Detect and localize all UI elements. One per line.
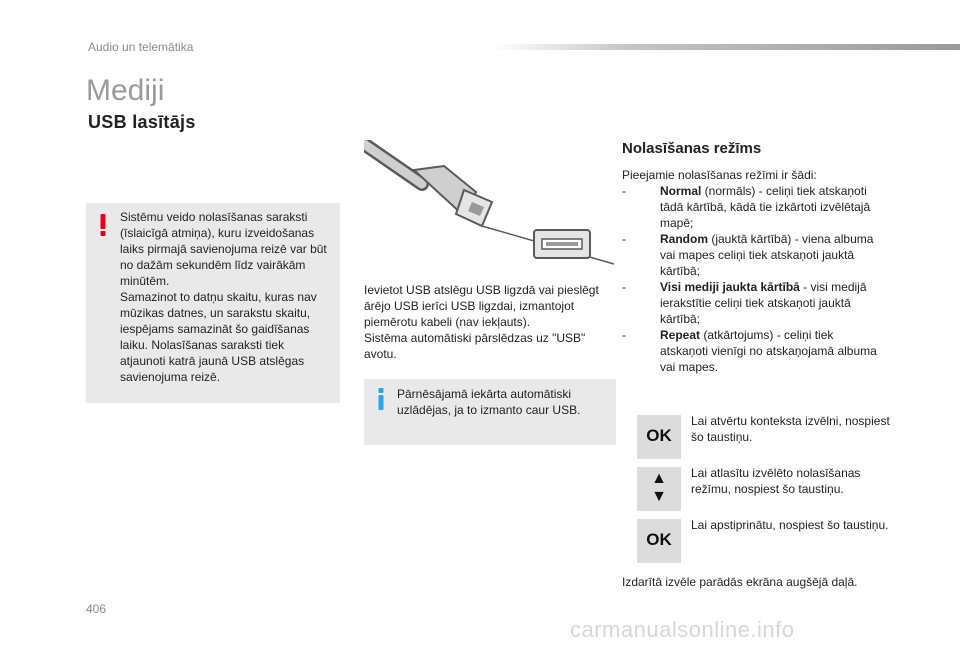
info-text: Pārnēsājamā iekārta automātiski uzlādējas, ja to izmanto caur USB. (397, 387, 581, 417)
step-text: Lai atlasītu izvēlēto nolasīšanas režīmu, nospiest šo taustiņu. (691, 466, 861, 496)
section-subtitle: USB lasītājs (88, 112, 196, 132)
mode-name: Random (660, 232, 708, 246)
usb-paragraph: Sistēma automātiski pārslēdzas uz "USB" avotu. (364, 331, 586, 361)
header-bar (492, 44, 960, 50)
usb-paragraph: Ievietot USB atslēgu USB ligzdā vai pieslēgt ārējo USB ierīci USB ligzdai, izmantojot piemērotu kabeli (nav iekļauts). (364, 283, 599, 329)
mode-desc: - visi medijā ierakstītie celiņi tiek atskaņoti jauktā kārtībā; (660, 280, 867, 326)
mode-name: Repeat (660, 328, 701, 342)
step-text: Lai apstiprinātu, nospiest šo taustiņu. (691, 518, 889, 532)
mode-name: Normal (660, 184, 702, 198)
list-item (622, 327, 882, 375)
list-dash: - (622, 184, 626, 198)
list-item (622, 231, 882, 279)
list-item (622, 183, 882, 231)
mode-desc: (jauktā kārtībā) - viena albuma vai mapes celiņi tiek atskaņoti jauktā kārtībā; (660, 232, 874, 278)
footer-note: Izdarītā izvēle parādās ekrāna augšējā daļā. (622, 575, 858, 589)
page-number: 406 (86, 602, 107, 616)
page-title: Mediji (86, 74, 165, 107)
chapter-label: Audio un telemātika (88, 40, 194, 54)
modes-intro: Pieejamie nolasīšanas režīmi ir šādi: (622, 168, 817, 182)
step-text: Lai atvērtu konteksta izvēlni, nospiest šo taustiņu. (691, 414, 890, 444)
info-icon (375, 388, 387, 410)
warning-text (120, 209, 332, 385)
list-dash: - (622, 328, 626, 342)
list-dash: - (622, 280, 626, 294)
arrow-keys-label (637, 470, 681, 506)
arrow-up-icon: ▲ (651, 470, 667, 487)
ok-key-label: OK (646, 426, 672, 445)
arrow-down-icon: ▼ (651, 488, 667, 505)
watermark: carmanualsonline.info (570, 617, 795, 642)
mode-desc: (atkārtojums) - celiņi tiek atskaņoti vienīgi no atskaņojamā albuma vai mapes. (660, 328, 877, 374)
list-item (622, 279, 882, 327)
warning-paragraph: Sistēmu veido nolasīšanas saraksti (īslaicīgā atmiņa), kuru izveidošanas laiks pirmajā savienojuma reizē var būt no dažām sekundēm līdz vairākām minūtēm. (120, 210, 327, 288)
mode-desc: (normāls) - celiņi tiek atskaņoti tādā kārtībā, kādā tie izkārtoti izvēlētajā mapē; (660, 184, 871, 230)
usb-plug-illustration (364, 140, 614, 270)
warning-paragraph: Samazinot to datņu skaitu, kuras nav mūzikas datnes, un sarakstu skaitu, iespējams samazināt šo gaidīšanas laiku. Nolasīšanas saraksti tiek atjaunoti katrā jaunā USB atslēgas savienojuma reizē. (120, 290, 317, 384)
modes-title: Nolasīšanas režīms (622, 140, 762, 157)
ok-key-label: OK (646, 530, 672, 549)
list-dash: - (622, 232, 626, 246)
mode-name: Visi mediji jaukta kārtībā (660, 280, 800, 294)
exclamation-icon (97, 214, 109, 236)
usb-description (364, 282, 604, 362)
modes-list (622, 183, 882, 375)
